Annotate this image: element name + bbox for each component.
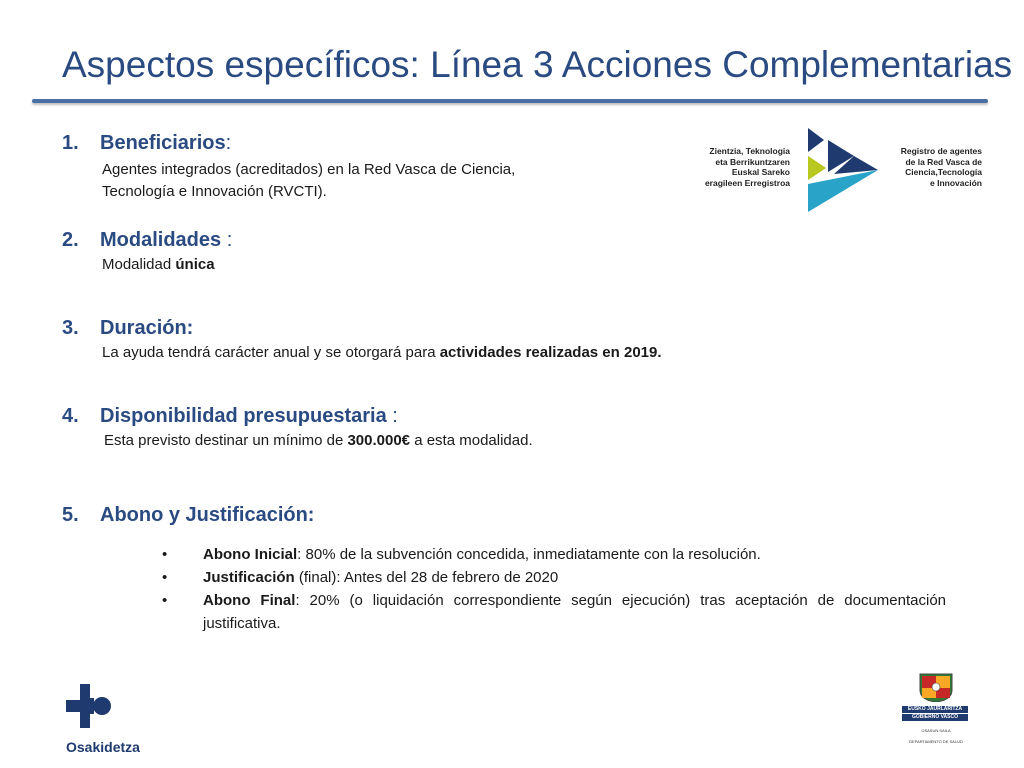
gov-logo-dept: OSASUN SAILA bbox=[921, 728, 951, 733]
rvcti-es-line: Ciencia,Tecnología bbox=[905, 167, 982, 177]
section-body-line: Tecnología e Innovación (RVCTI). bbox=[102, 183, 327, 200]
section-heading bbox=[62, 229, 232, 252]
list-item-text bbox=[203, 589, 946, 635]
section-body-text: Esta previsto destinar un mínimo de bbox=[104, 432, 348, 449]
section-body bbox=[104, 430, 533, 452]
section-body-text: a esta modalidad. bbox=[410, 432, 533, 449]
osakidetza-logo-label: Osakidetza bbox=[66, 739, 140, 755]
section-body-text: Modalidad bbox=[102, 256, 176, 273]
section-disponibilidad bbox=[62, 405, 533, 452]
rvcti-logo-text-eu bbox=[690, 146, 790, 188]
section-heading bbox=[62, 504, 314, 527]
list-item-text bbox=[203, 543, 946, 566]
section-body-emphasis: 300.000€ bbox=[347, 432, 411, 449]
osakidetza-cross-icon bbox=[66, 684, 114, 730]
bullet-icon: • bbox=[162, 546, 168, 563]
gov-logo-line: EUSKO JAURLARITZA bbox=[902, 706, 968, 713]
list-item bbox=[160, 589, 946, 635]
section-modalidades bbox=[62, 229, 232, 276]
bullet-icon: • bbox=[162, 569, 168, 586]
bullet-icon: • bbox=[162, 592, 168, 609]
section-title: Disponibilidad presupuestaria bbox=[100, 405, 387, 427]
section-title-suffix: : bbox=[221, 229, 233, 251]
section-number: 4. bbox=[62, 405, 79, 427]
section-number: 2. bbox=[62, 229, 79, 251]
gobierno-vasco-logo bbox=[900, 672, 972, 752]
list-item-text bbox=[203, 566, 946, 589]
rvcti-triangle-icon bbox=[804, 126, 882, 214]
list-item-detail: (final): Antes del 28 de febrero de 2020 bbox=[294, 569, 559, 586]
section-beneficiarios bbox=[62, 132, 515, 203]
section-number: 3. bbox=[62, 317, 79, 339]
section-number: 1. bbox=[62, 132, 79, 154]
list-item-label: Abono Final bbox=[203, 592, 296, 609]
section-title-suffix: : bbox=[386, 405, 398, 427]
section-title-suffix: : bbox=[225, 132, 232, 154]
section-abono bbox=[62, 504, 314, 527]
section-body bbox=[102, 159, 515, 203]
section-body bbox=[102, 342, 662, 364]
section-heading bbox=[62, 132, 515, 155]
section-number: 5. bbox=[62, 504, 79, 526]
title-divider bbox=[32, 99, 988, 103]
list-item-label: Justificación bbox=[203, 569, 295, 586]
gov-logo-dept: DEPARTAMENTO DE SALUD bbox=[909, 739, 963, 744]
section-body-line: Agentes integrados (acreditados) en la Red Vasca de Ciencia, bbox=[102, 161, 516, 178]
rvcti-eu-line: eta Berrikuntzaren bbox=[715, 156, 790, 167]
rvcti-eu-line: eragileen Erregistroa bbox=[704, 177, 790, 188]
rvcti-es-line: de la Red Vasca de bbox=[905, 156, 982, 167]
list-item-detail: : 80% de la subvención concedida, inmediatamente con la resolución. bbox=[297, 546, 761, 563]
section-body bbox=[102, 254, 232, 276]
rvcti-logo bbox=[690, 126, 982, 214]
list-item bbox=[160, 566, 946, 589]
section-title: Duración: bbox=[100, 317, 194, 339]
rvcti-logo-text-es bbox=[880, 146, 982, 188]
abono-bullet-list bbox=[160, 543, 946, 635]
rvcti-es-line: Registro de agentes bbox=[900, 146, 982, 156]
list-item bbox=[160, 543, 946, 566]
section-title: Abono y Justificación: bbox=[100, 504, 315, 526]
section-title: Modalidades bbox=[100, 229, 222, 251]
rvcti-eu-line: Euskal Sareko bbox=[731, 167, 790, 177]
gov-logo-line: GOBIERNO VASCO bbox=[902, 714, 968, 721]
list-item-detail: : 20% (o liquidación correspondiente según ejecución) tras aceptación de documentación justificativa. bbox=[203, 592, 947, 632]
section-title: Beneficiarios bbox=[100, 132, 226, 154]
section-body-emphasis: única bbox=[175, 256, 215, 273]
section-heading bbox=[62, 405, 533, 428]
osakidetza-logo bbox=[66, 684, 156, 760]
section-body-text: La ayuda tendrá carácter anual y se otorgará para bbox=[102, 344, 440, 361]
list-item-label: Abono Inicial bbox=[203, 546, 298, 563]
coat-of-arms-icon bbox=[918, 672, 954, 702]
section-heading bbox=[62, 317, 662, 340]
section-body-emphasis: actividades realizadas en 2019. bbox=[439, 344, 662, 361]
rvcti-eu-line: Zientzia, Teknologia bbox=[709, 146, 790, 156]
section-duracion bbox=[62, 317, 662, 364]
page-title: Aspectos específicos: Línea 3 Acciones Complementarias bbox=[62, 44, 1013, 85]
rvcti-es-line: e Innovación bbox=[930, 177, 982, 188]
